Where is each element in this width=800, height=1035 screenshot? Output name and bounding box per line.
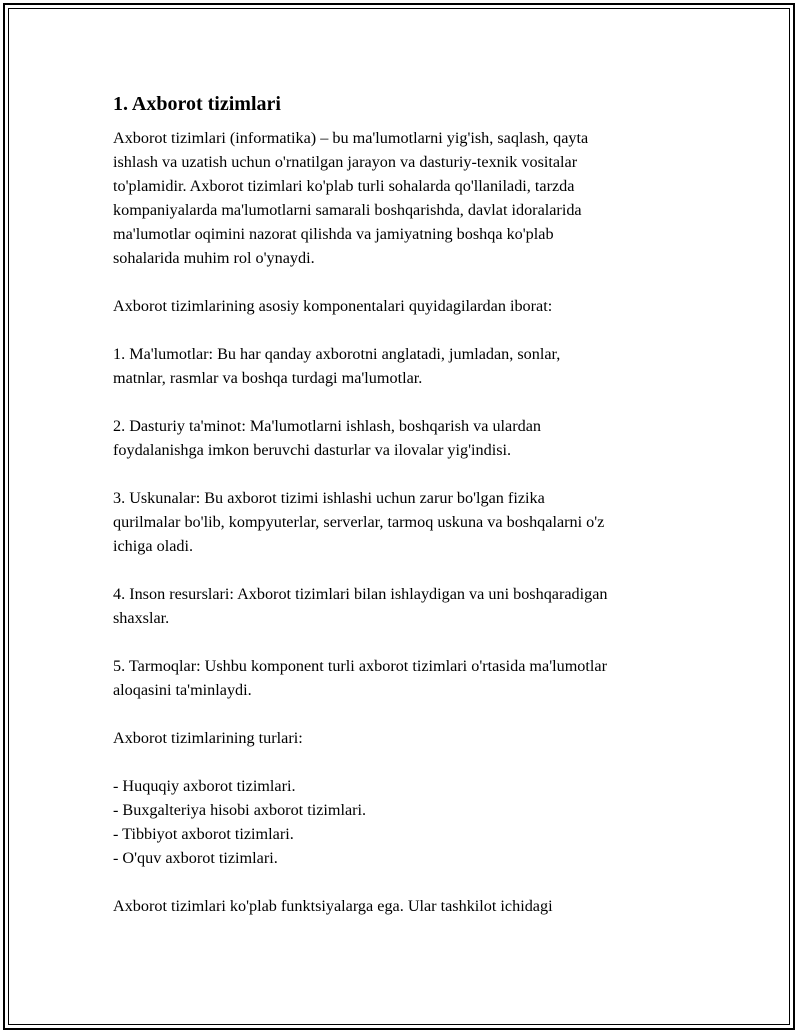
paragraph-spacer	[113, 270, 688, 294]
intro-paragraph: Axborot tizimlari (informatika) – bu ma'lumotlarni yig'ish, saqlash, qayta ishlash va uzatish uchun o'rnatilgan jarayon va dasturiy-texnik vositalar to'plamidir. Axborot tizimlari ko'plab turli sohalarda qo'llaniladi, tarzda kompaniyalarda ma'lumotlarni samarali boshqarishda, davlat idoralarida ma'lumotlar oqimini nazorat qilishda va jamiyatning boshqa ko'plab sohalarida muhim rol o'ynaydi.	[113, 129, 589, 267]
paragraph-spacer	[113, 390, 688, 414]
paragraph-spacer	[113, 630, 688, 654]
component-networks-paragraph: 5. Tarmoqlar: Ushbu komponent turli axborot tizimlari o'rtasida ma'lumotlar aloqasini ta'minlaydi.	[113, 657, 607, 699]
component-human-resources-paragraph: 4. Inson resurslari: Axborot tizimlari bilan ishlaydigan va uni boshqaradigan shaxslar.	[113, 585, 608, 627]
paragraph-spacer	[113, 462, 688, 486]
functions-paragraph: Axborot tizimlari ko'plab funktsiyalarga ega. Ular tashkilot ichidagi	[113, 897, 553, 915]
component-data-paragraph: 1. Ma'lumotlar: Bu har qanday axborotni anglatadi, jumladan, sonlar, matnlar, rasmlar va boshqa turdagi ma'lumotlar.	[113, 345, 561, 387]
document-body	[113, 90, 688, 918]
paragraph-spacer	[113, 870, 688, 894]
types-intro-paragraph: Axborot tizimlarining turlari:	[113, 729, 303, 747]
paragraph-spacer	[113, 702, 688, 726]
paragraph-spacer	[113, 750, 688, 774]
component-software-paragraph: 2. Dasturiy ta'minot: Ma'lumotlarni ishlash, boshqarish va ulardan foydalanishga imkon beruvchi dasturlar va ilovalar yig'indisi.	[113, 417, 541, 459]
paragraph-spacer	[113, 318, 688, 342]
title-spacer	[113, 118, 688, 126]
types-list: - Huquqiy axborot tizimlari. - Buxgalteriya hisobi axborot tizimlari. - Tibbiyot axborot tizimlari. - O'quv axborot tizimlari.	[113, 777, 367, 867]
document-title: 1. Axborot tizimlari	[113, 93, 281, 115]
component-hardware-paragraph: 3. Uskunalar: Bu axborot tizimi ishlashi uchun zarur bo'lgan fizika qurilmalar bo'lib, kompyuterlar, serverlar, tarmoq uskuna va boshqalarni o'z ichiga oladi.	[113, 489, 605, 555]
paragraph-spacer	[113, 558, 688, 582]
components-intro-paragraph: Axborot tizimlarining asosiy komponentalari quyidagilardan iborat:	[113, 297, 553, 315]
